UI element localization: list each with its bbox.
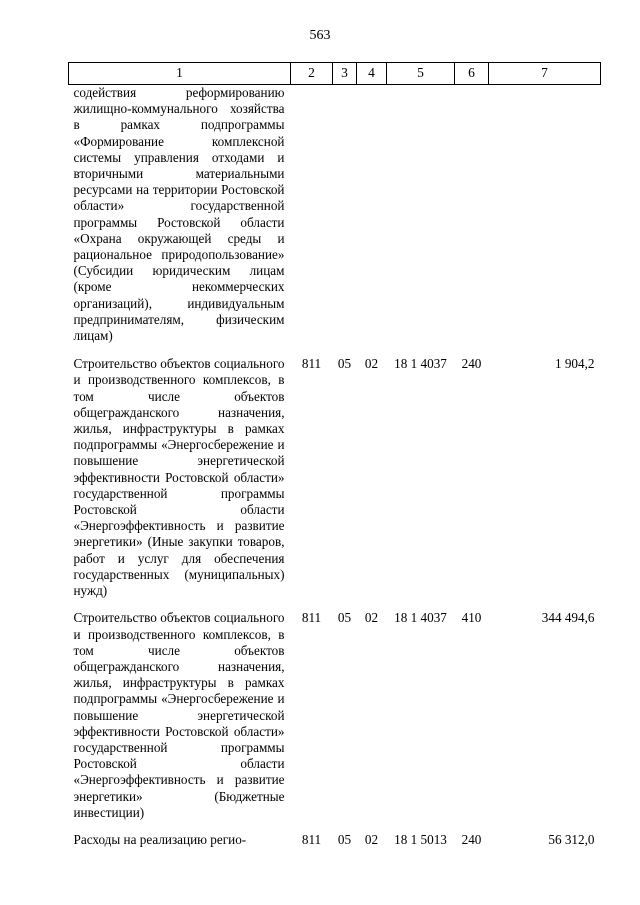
column-header-4: 4 (357, 63, 387, 85)
target-article-code: 18 1 4037 (394, 356, 447, 372)
column-header-1: 1 (69, 63, 291, 85)
column-header-2: 2 (291, 63, 333, 85)
column-header-7: 7 (489, 63, 601, 85)
row-description: Строительство объектов социального и производственного комплексов, в том числе объектов общегражданского назначения, жилья, инфраструктуры в рамках подпрограммы «Энергосбережение и повышение энергетической эффективности Ростовской области» государственной программы Ростовской области «Энергоэффективность и развитие энергетики» (Бюджетные инвестиции) (73, 610, 285, 820)
row-description: Расходы на реализацию регио- (73, 831, 247, 847)
admin-code: 811 (301, 356, 322, 372)
table-header-row (69, 63, 601, 85)
subsection-code: 02 (364, 831, 379, 847)
column-header-5: 5 (387, 63, 455, 85)
admin-code (291, 85, 333, 354)
section-code (333, 85, 357, 354)
admin-code: 811 (301, 610, 322, 626)
admin-code: 811 (301, 831, 322, 847)
expense-type-code: 240 (461, 831, 482, 847)
budget-table (68, 62, 601, 856)
subsection-code: 02 (364, 356, 379, 372)
target-article-code (387, 85, 455, 354)
expense-type-code (455, 85, 489, 354)
target-article-code: 18 1 5013 (394, 831, 447, 847)
section-code: 05 (337, 831, 352, 847)
table-row (69, 85, 601, 354)
expense-type-code: 240 (461, 356, 482, 372)
subsection-code (357, 85, 387, 354)
amount: 1 904,2 (554, 356, 595, 372)
target-article-code: 18 1 4037 (394, 610, 447, 626)
column-header-3: 3 (333, 63, 357, 85)
column-header-6: 6 (455, 63, 489, 85)
amount: 56 312,0 (548, 831, 595, 847)
table-row (69, 607, 601, 829)
page-number: 563 (309, 28, 331, 43)
expense-type-code: 410 (461, 610, 482, 626)
subsection-code: 02 (364, 610, 379, 626)
amount (489, 85, 601, 354)
section-code: 05 (337, 610, 352, 626)
table-row (69, 829, 601, 856)
section-code: 05 (337, 356, 352, 372)
table-row (69, 353, 601, 607)
row-description: Строительство объектов социального и производственного комплексов, в том числе объектов общегражданского назначения, жилья, инфраструктуры в рамках подпрограммы «Энергосбережение и повышение энергетической эффективности Ростовской области» государственной программы Ростовской области «Энергоэффективность и развитие энергетики» (Иные закупки товаров, работ и услуг для обеспечения государственных (муниципальных) нужд) (73, 356, 285, 599)
row-description: содействия реформированию жилищно-коммунального хозяйства в рамках подпрограммы «Формирование комплексной системы управления отходами и вторичными материальными ресурсами на территории Ростовской области» государственной программы Ростовской области «Охрана окружающей среды и рациональное природопользование» (Субсидии юридическим лицам (кроме некоммерческих организаций), индивидуальным предпринимателям, физическим лицам) (73, 85, 285, 344)
amount: 344 494,6 (541, 610, 595, 626)
